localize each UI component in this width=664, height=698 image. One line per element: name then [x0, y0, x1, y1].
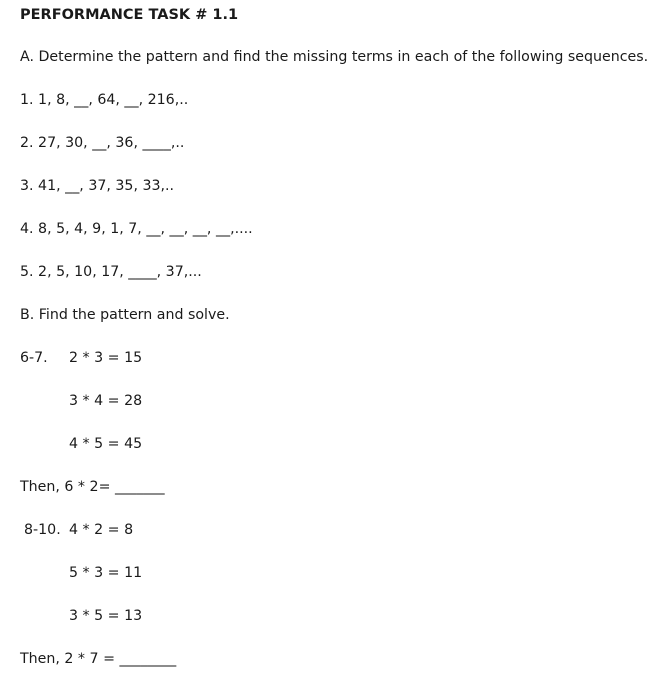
sequence-item-2: 2. 27, 30, __, 36, ____,.. — [20, 135, 185, 151]
sequence-item-1: 1. 1, 8, __, 64, __, 216,.. — [20, 92, 189, 108]
sequence-item-5: 5. 2, 5, 10, 17, ____, 37,... — [20, 264, 202, 280]
problem-2-line-2: 5 * 3 = 11 — [69, 565, 143, 581]
sequence-item-3: 3. 41, __, 37, 35, 33,.. — [20, 178, 175, 194]
problem-1-label: 6-7. — [20, 350, 48, 366]
problem-2-label: 8-10. — [24, 522, 61, 538]
problem-2-line-3: 3 * 5 = 13 — [69, 608, 143, 624]
sequence-item-4: 4. 8, 5, 4, 9, 1, 7, __, __, __, __,.... — [20, 221, 253, 237]
problem-2-line-1: 4 * 2 = 8 — [69, 522, 134, 538]
problem-1-line-1: 2 * 3 = 15 — [69, 350, 143, 366]
page-title: PERFORMANCE TASK # 1.1 — [20, 7, 239, 23]
problem-1-line-2: 3 * 4 = 28 — [69, 393, 143, 409]
problem-2-question: Then, 2 * 7 = ________ — [20, 651, 177, 667]
section-b-instruction: B. Find the pattern and solve. — [20, 307, 230, 323]
section-a-instruction: A. Determine the pattern and find the missing terms in each of the following sequences. — [20, 49, 649, 65]
problem-1-question: Then, 6 * 2= _______ — [20, 479, 165, 495]
problem-1-line-3: 4 * 5 = 45 — [69, 436, 143, 452]
